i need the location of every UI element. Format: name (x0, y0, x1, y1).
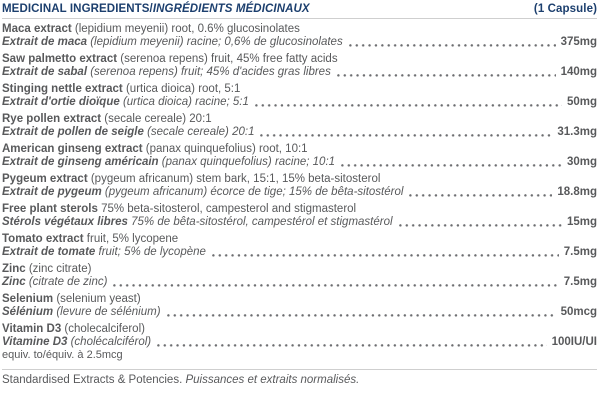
ingredient-amount: 140mg (560, 66, 597, 78)
ingredient-line-en (2, 323, 597, 336)
dotted-leader (167, 314, 556, 317)
ingredient-line-en (2, 23, 597, 36)
ingredient-line-en (2, 83, 597, 96)
ingredient-line-en (2, 203, 597, 216)
ingredient-amount: 18.8mg (557, 186, 597, 198)
ingredient-row (2, 143, 597, 169)
ingredient-amount: 7.5mg (563, 246, 597, 258)
ingredient-desc-fr: (levure de sélénium) (53, 306, 161, 318)
ingredient-name-en: Maca extract (2, 23, 72, 35)
ingredient-amount: 15mg (566, 216, 597, 228)
ingredient-amount: 50mcg (560, 306, 597, 318)
ingredient-name-fr: Extrait de pygeum (2, 186, 102, 198)
panel-footer (2, 369, 597, 387)
ingredient-line-en (2, 263, 597, 276)
panel-title-fr: INGRÉDIENTS MÉDICINAUX (152, 3, 310, 15)
ingredient-line-fr (2, 66, 597, 79)
ingredient-name-en: American ginseng extract (2, 143, 143, 155)
ingredient-name-en: Zinc (2, 263, 26, 275)
ingredient-name-en: Vitamin D3 (2, 323, 62, 335)
ingredient-row (2, 83, 597, 109)
panel-header (2, 2, 597, 19)
ingredient-text-fr (2, 66, 331, 79)
ingredient-amount: 375mg (560, 36, 597, 48)
ingredient-text-fr (2, 336, 151, 349)
ingredient-desc-en: (urtica dioica) root, 5:1 (122, 83, 241, 95)
ingredient-desc-en: (zinc citrate) (25, 263, 92, 275)
ingredient-line-fr (2, 216, 597, 229)
ingredient-desc-en: (serenoa repens) fruit, 45% free fatty acids (117, 53, 338, 65)
ingredient-name-fr: Extrait de sabal (2, 66, 88, 78)
ingredient-desc-fr: fruit; 5% de lycopène (95, 246, 206, 258)
ingredient-name-fr: Stérols végétaux libres (2, 216, 128, 228)
ingredient-text-fr (2, 216, 393, 229)
ingredient-note: equiv. to/équiv. à 2.5mcg (2, 349, 123, 361)
ingredient-row (2, 203, 597, 229)
ingredient-desc-fr: (urtica dioica) racine; 5:1 (119, 96, 249, 108)
ingredient-desc-fr: (lepidium meyenii) racine; 0,6% de glucosinolates (87, 36, 343, 48)
ingredient-text-fr (2, 126, 254, 139)
panel-title (2, 2, 310, 16)
ingredient-desc-en: (pygeum africanum) stem bark, 15:1, 15% beta-sitosterol (87, 173, 381, 185)
ingredient-desc-fr: (pygeum africanum) écorce de tige; 15% de bêta-sitostérol (101, 186, 404, 198)
ingredient-text-fr (2, 156, 335, 169)
ingredient-text-fr (2, 96, 249, 109)
ingredient-desc-fr: (secale cereale) 20:1 (143, 126, 255, 138)
dotted-leader (255, 104, 562, 107)
ingredient-line-fr (2, 126, 597, 139)
ingredient-line-en (2, 113, 597, 126)
ingredient-amount: 31.3mg (557, 126, 597, 138)
ingredient-desc-fr: (panax quinquefolius) racine; 10:1 (158, 156, 336, 168)
ingredient-row (2, 323, 597, 362)
ingredient-line-en (2, 143, 597, 156)
ingredient-row (2, 233, 597, 259)
ingredient-desc-en: (secale cereale) 20:1 (101, 113, 212, 125)
ingredient-name-en: Saw palmetto extract (2, 53, 118, 65)
ingredient-name-en: Tomato extract (2, 233, 84, 245)
footer-text-en: Standardised Extracts & Potencies. (2, 374, 186, 386)
footer-text-fr: Puissances et extraits normalisés. (185, 374, 360, 386)
ingredient-list (2, 23, 597, 362)
dotted-leader (337, 74, 556, 77)
ingredient-text-fr (2, 306, 161, 319)
ingredient-line-en (2, 293, 597, 306)
ingredient-line-en (2, 233, 597, 246)
ingredient-desc-fr: (citrate de zinc) (25, 276, 108, 288)
ingredient-line-fr (2, 96, 597, 109)
ingredient-name-fr: Extrait d'ortie dioïque (2, 96, 120, 108)
dotted-leader (409, 194, 552, 197)
ingredient-desc-en: (cholecalciferol) (61, 323, 145, 335)
ingredient-desc-fr: (cholécalciférol) (67, 336, 152, 348)
ingredient-desc-en: (selenium yeast) (53, 293, 141, 305)
ingredient-row (2, 23, 597, 49)
ingredient-text-fr (2, 246, 206, 259)
ingredient-row (2, 113, 597, 139)
ingredient-desc-fr: (serenoa repens) fruit; 45% d'acides gras libres (87, 66, 331, 78)
ingredient-name-fr: Sélénium (2, 306, 54, 318)
ingredient-desc-fr: 75% de bêta-sitostérol, campestérol et stigmastérol (127, 216, 393, 228)
ingredient-desc-en: fruit, 5% lycopene (83, 233, 179, 245)
ingredient-line-fr (2, 156, 597, 169)
ingredient-name-fr: Extrait de ginseng américain (2, 156, 159, 168)
ingredient-text-fr (2, 36, 343, 49)
ingredient-line-en (2, 53, 597, 66)
ingredient-row (2, 293, 597, 319)
ingredient-amount: 30mg (566, 156, 597, 168)
ingredient-name-fr: Zinc (2, 276, 26, 288)
ingredient-name-fr: Extrait de tomate (2, 246, 96, 258)
ingredient-row (2, 53, 597, 79)
ingredient-line-fr (2, 186, 597, 199)
dotted-leader (341, 164, 562, 167)
ingredient-name-en: Rye pollen extract (2, 113, 102, 125)
dotted-leader (157, 344, 546, 347)
dotted-leader (260, 134, 552, 137)
dotted-leader (349, 44, 556, 47)
ingredient-desc-en: (lepidium meyenii) root, 0.6% glucosinolates (71, 23, 300, 35)
ingredient-line-fr (2, 306, 597, 319)
ingredient-amount: 100IU/UI (551, 336, 597, 348)
ingredient-row (2, 173, 597, 199)
ingredient-line-en (2, 173, 597, 186)
ingredient-text-fr (2, 276, 107, 289)
dotted-leader (113, 284, 558, 287)
ingredient-desc-en: (panax quinquefolius) root, 10:1 (142, 143, 308, 155)
ingredient-amount: 7.5mg (563, 276, 597, 288)
serving-size-label: (1 Capsule) (533, 3, 597, 15)
ingredient-name-fr: Extrait de pollen de seigle (2, 126, 144, 138)
ingredient-row (2, 263, 597, 289)
dotted-leader (212, 254, 559, 257)
ingredient-line-fr (2, 36, 597, 49)
ingredient-line-fr (2, 246, 597, 259)
ingredient-name-en: Stinging nettle extract (2, 83, 123, 95)
ingredient-name-en: Free plant sterols (2, 203, 98, 215)
ingredient-name-en: Pygeum extract (2, 173, 88, 185)
ingredient-name-fr: Vitamine D3 (2, 336, 68, 348)
ingredient-name-en: Selenium (2, 293, 54, 305)
ingredient-line-fr (2, 336, 597, 349)
panel-title-en: MEDICINAL INGREDIENTS/ (2, 3, 153, 15)
ingredient-amount: 50mg (566, 96, 597, 108)
ingredient-line-fr (2, 276, 597, 289)
ingredient-desc-en: 75% beta-sitosterol, campesterol and stigmasterol (97, 203, 357, 215)
ingredient-name-fr: Extrait de maca (2, 36, 88, 48)
dotted-leader (399, 224, 562, 227)
ingredient-text-fr (2, 186, 403, 199)
